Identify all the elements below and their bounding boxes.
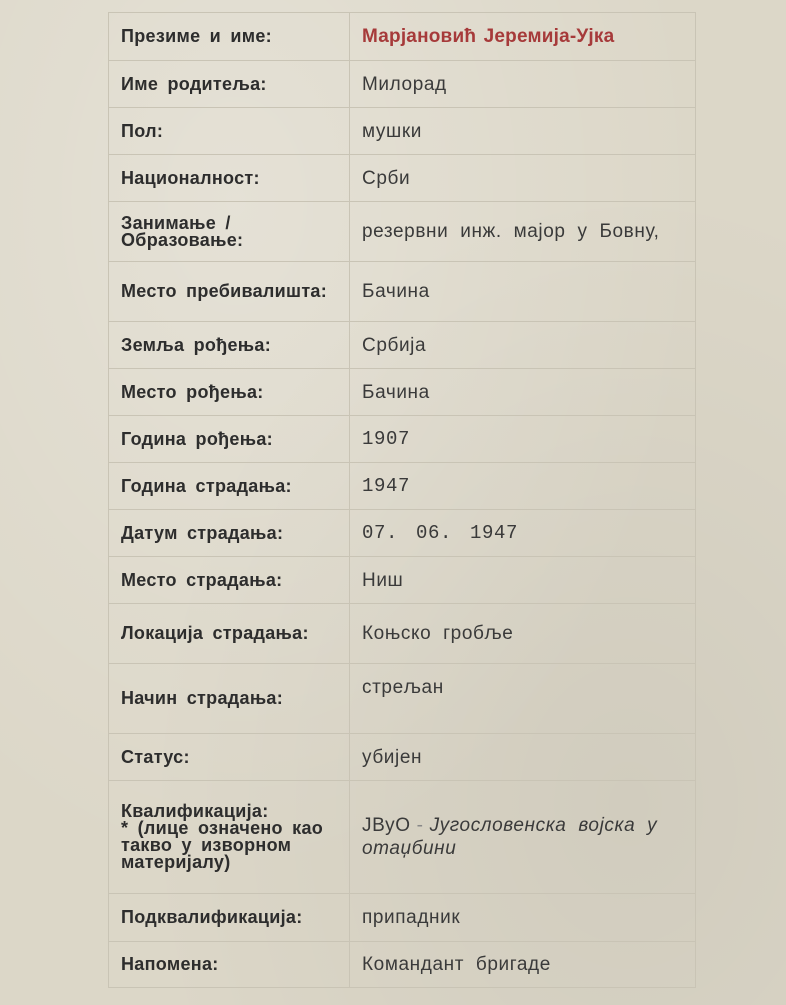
table-row <box>109 155 696 202</box>
record-table <box>108 12 696 988</box>
field-value: 1907 <box>350 416 696 463</box>
qualification-separator: - <box>416 815 424 836</box>
record-sheet <box>108 12 696 988</box>
field-value: Командант бригаде <box>350 942 696 988</box>
field-value: убијен <box>350 734 696 781</box>
qualification-text: Југословенска војска у отаџбини <box>362 815 658 859</box>
table-row <box>109 463 696 510</box>
table-row <box>109 604 696 664</box>
field-label: Земља рођења: <box>109 322 350 369</box>
field-label: Година рођења: <box>109 416 350 463</box>
field-value: Ниш <box>350 557 696 604</box>
table-row <box>109 942 696 988</box>
table-row <box>109 369 696 416</box>
field-value: припадник <box>350 894 696 942</box>
table-row <box>109 510 696 557</box>
field-label: Пол: <box>109 108 350 155</box>
qualification-code: JВуО <box>362 815 411 836</box>
table-row <box>109 664 696 734</box>
table-row <box>109 61 696 108</box>
field-value <box>350 781 696 894</box>
field-value: Срби <box>350 155 696 202</box>
person-name: Марјановић Јеремија-Ујка <box>362 26 615 47</box>
qualification-note: * (лице означено као такво у изворном материјалу) <box>121 818 324 872</box>
field-value: стрељан <box>350 664 696 734</box>
field-value: мушки <box>350 108 696 155</box>
field-label: Националност: <box>109 155 350 202</box>
field-value <box>350 13 696 61</box>
table-row <box>109 781 696 894</box>
field-label: Занимање / Образовање: <box>109 202 350 262</box>
field-value: резервни инж. мајор у Бовну, <box>350 202 696 262</box>
field-value: Србија <box>350 322 696 369</box>
table-row <box>109 13 696 61</box>
field-label: Напомена: <box>109 942 350 988</box>
field-label: Подквалификација: <box>109 894 350 942</box>
field-value: Коњско гробље <box>350 604 696 664</box>
field-label: Име родитеља: <box>109 61 350 108</box>
field-value: Милорад <box>350 61 696 108</box>
field-label <box>109 781 350 894</box>
field-value: Бачина <box>350 262 696 322</box>
table-row <box>109 734 696 781</box>
table-row <box>109 262 696 322</box>
field-label: Место пребивалишта: <box>109 262 350 322</box>
field-label: Година страдања: <box>109 463 350 510</box>
field-label: Локација страдања: <box>109 604 350 664</box>
table-row <box>109 557 696 604</box>
table-row <box>109 416 696 463</box>
field-label: Статус: <box>109 734 350 781</box>
field-value: Бачина <box>350 369 696 416</box>
field-label: Презиме и име: <box>109 13 350 61</box>
table-row <box>109 108 696 155</box>
field-value: 1947 <box>350 463 696 510</box>
table-row <box>109 202 696 262</box>
qualification-label: Квалификација: <box>121 801 269 821</box>
field-label: Место страдања: <box>109 557 350 604</box>
table-row <box>109 894 696 942</box>
field-value: 07. 06. 1947 <box>350 510 696 557</box>
field-label: Начин страдања: <box>109 664 350 734</box>
table-row <box>109 322 696 369</box>
field-label: Место рођења: <box>109 369 350 416</box>
field-label: Датум страдања: <box>109 510 350 557</box>
